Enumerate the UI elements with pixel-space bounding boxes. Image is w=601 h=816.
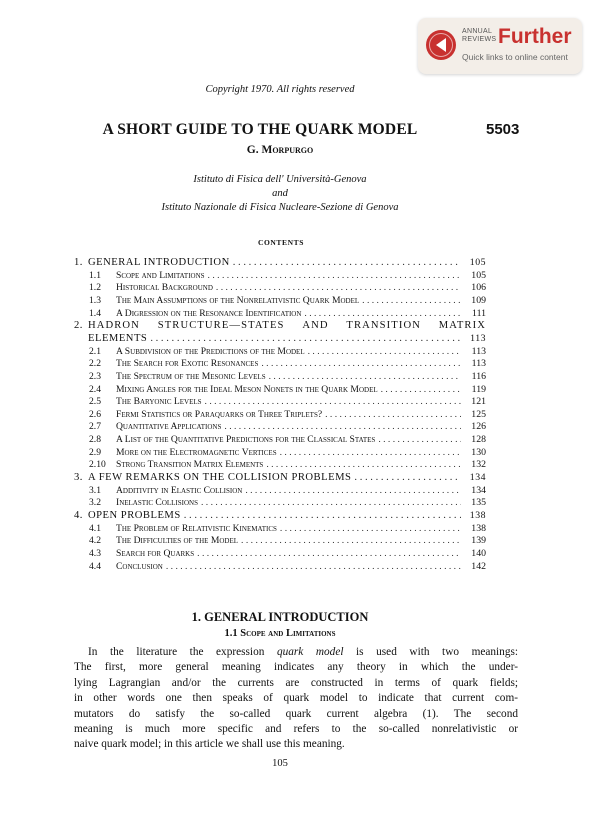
toc-entry <box>89 345 486 358</box>
toc-entry-title: OPEN PROBLEMS <box>88 510 181 521</box>
section-heading: 1. GENERAL INTRODUCTION <box>191 610 369 624</box>
toc-entry-number: 4.2 <box>89 535 101 547</box>
toc-entry <box>74 256 486 269</box>
toc-entry-page: 128 <box>471 434 486 446</box>
body-line: mutators do satisfy the so-called quark current algebra (1). The second <box>74 707 518 720</box>
toc-entry-page: 139 <box>471 535 486 547</box>
toc-entry-title: The Baryonic Levels <box>116 396 202 408</box>
annual-reviews-logo-icon <box>426 30 456 60</box>
toc-entry-page: 113 <box>471 345 486 357</box>
toc-leader-dots <box>241 534 461 547</box>
toc-entry-number: 4.3 <box>89 547 101 559</box>
toc-entry <box>89 370 486 383</box>
toc-entry <box>89 281 486 294</box>
toc-entry <box>89 560 486 573</box>
toc-entry-title: Additivity in Elastic Collision <box>116 484 243 496</box>
subsection-heading: 1.1 Scope and Limitations <box>224 628 336 639</box>
toc-leader-dots <box>201 496 461 509</box>
toc-entry-page: 106 <box>471 282 486 294</box>
toc-leader-dots <box>245 484 461 497</box>
toc-entry <box>88 332 486 345</box>
body-paragraph <box>74 645 518 753</box>
body-line: meaning is much more specific and refers to the so-called nonrelativistic or <box>74 723 518 736</box>
toc-leader-dots <box>184 509 461 522</box>
toc-leader-dots <box>266 458 461 471</box>
toc-entry-page: 132 <box>471 459 486 471</box>
toc-entry-page: 138 <box>469 510 486 521</box>
affiliation-1: Istituto di Fisica dell' Università-Genova <box>193 174 367 185</box>
toc-entry-number: 1.2 <box>89 282 101 294</box>
body-line: lying Lagrangian and/or the currents are constructed in terms of quark fields; <box>74 676 518 689</box>
toc-entry-number: 2.6 <box>89 408 101 420</box>
toc-entry <box>89 420 486 433</box>
toc-leader-dots <box>197 547 461 560</box>
toc-entry-number: 2.7 <box>89 421 101 433</box>
toc-entry-page: 119 <box>471 383 486 395</box>
toc-entry-title: The Search for Exotic Resonances <box>116 358 259 370</box>
article-title: A SHORT GUIDE TO THE QUARK MODEL <box>102 121 418 138</box>
toc-entry <box>89 294 486 307</box>
toc-entry <box>89 408 486 421</box>
toc-entry-page: 134 <box>469 472 486 484</box>
toc-entry-page: 105 <box>471 269 486 281</box>
toc-leader-dots <box>308 345 461 358</box>
badge-further-label: Further <box>498 25 572 48</box>
toc-leader-dots <box>216 281 461 294</box>
toc-entry-number: 3.1 <box>89 484 101 496</box>
toc-leader-dots <box>269 370 461 383</box>
toc-entry-title: A List of the Quantitative Predictions for the Classical States <box>116 434 376 446</box>
toc-entry-number: 4.1 <box>89 522 101 534</box>
affiliation-2: Istituto Nazionale di Fisica Nucleare-Sezione di Genova <box>161 202 399 213</box>
toc-leader-dots <box>208 269 461 282</box>
toc-leader-dots <box>325 408 461 421</box>
toc-entry-page: 113 <box>470 332 486 344</box>
toc-leader-dots <box>224 420 461 433</box>
toc-entry-title: Scope and Limitations <box>116 269 205 281</box>
page-number: 105 <box>272 758 288 769</box>
toc-leader-dots <box>166 560 461 573</box>
toc-entry-title: HADRON STRUCTURE—STATES AND TRANSITION MATRIX <box>88 320 486 332</box>
toc-entry <box>74 509 486 522</box>
body-line: in other words one then speaks of quark model to indicate that current com- <box>74 692 518 705</box>
toc-entry-title: The Main Assumptions of the Nonrelativistic Quark Model <box>116 294 360 306</box>
toc-entry <box>89 395 486 408</box>
toc-leader-dots <box>378 433 461 446</box>
toc-entry-title: The Difficulties of the Model <box>116 535 239 547</box>
toc-entry-number: 2.5 <box>89 396 101 408</box>
toc-entry-number: 2.1 <box>89 345 101 357</box>
toc-entry-number: 4.4 <box>89 560 101 572</box>
toc-entry <box>89 357 486 370</box>
toc-entry-number: 1.4 <box>89 307 101 319</box>
copyright-notice: Copyright 1970. All rights reserved <box>205 84 355 95</box>
toc-entry-page: 116 <box>471 370 486 382</box>
toc-entry-title: Conclusion <box>116 560 163 572</box>
toc-entry-number: 2.4 <box>89 383 101 395</box>
toc-leader-dots <box>354 471 461 484</box>
toc-entry-page: 130 <box>471 446 486 458</box>
toc-entry-title: GENERAL INTRODUCTION <box>88 257 230 268</box>
toc-entry <box>89 458 486 471</box>
toc-leader-dots <box>304 307 461 320</box>
toc-entry-title: Mixing Angles for the Ideal Meson Nonets in the Quark Model <box>116 383 378 395</box>
toc-entry-title: Historical Background <box>116 282 213 294</box>
toc-entry-number: 1. <box>74 257 83 268</box>
contents-heading: CONTENTS <box>257 238 305 247</box>
toc-entry <box>74 471 486 484</box>
toc-entry-title: Strong Transition Matrix Elements <box>116 459 264 471</box>
toc-entry-number: 2.9 <box>89 446 101 458</box>
toc-entry-title: The Problem of Relativistic Kinematics <box>116 522 277 534</box>
toc-entry <box>89 269 486 282</box>
toc-entry <box>89 496 486 509</box>
toc-entry <box>74 319 486 332</box>
toc-leader-dots <box>233 256 461 269</box>
toc-entry-title: Search for Quarks <box>116 547 195 559</box>
badge-subtitle: Quick links to online content <box>462 52 568 62</box>
toc-entry <box>89 547 486 560</box>
toc-entry-title: More on the Electromagnetic Vertices <box>116 446 277 458</box>
further-badge[interactable] <box>418 18 582 74</box>
toc-leader-dots <box>362 294 461 307</box>
toc-leader-dots <box>205 395 461 408</box>
toc-entry-number: 2. <box>74 320 83 332</box>
toc-entry-page: 142 <box>471 560 486 572</box>
toc-entry-title: A Subdivision of the Predictions of the Model <box>116 345 305 357</box>
toc-entry <box>89 446 486 459</box>
toc-leader-dots <box>150 332 461 345</box>
toc-entry-page: 109 <box>471 294 486 306</box>
toc-entry-title: The Spectrum of the Mesonic Levels <box>116 370 266 382</box>
body-line: In the literature the expression quark model is used with two meanings: <box>88 646 519 658</box>
toc-entry-title: Quantitative Applications <box>116 421 222 433</box>
toc-entry-page: 140 <box>471 547 486 559</box>
toc-leader-dots <box>280 446 461 459</box>
toc-entry-number: 2.10 <box>89 459 106 471</box>
toc-entry-title: Inelastic Collisions <box>116 497 198 509</box>
toc-entry-title: ELEMENTS <box>88 332 148 344</box>
toc-entry <box>89 534 486 547</box>
toc-entry-title: A FEW REMARKS ON THE COLLISION PROBLEMS <box>88 472 352 484</box>
toc-leader-dots <box>280 522 461 535</box>
toc-entry <box>89 522 486 535</box>
toc-entry-number: 1.3 <box>89 294 101 306</box>
toc-entry <box>89 433 486 446</box>
toc-entry-page: 134 <box>471 484 486 496</box>
toc-entry-page: 126 <box>471 421 486 433</box>
toc-entry-number: 1.1 <box>89 269 101 281</box>
toc-entry-page: 135 <box>471 497 486 509</box>
body-line: naive quark model; in this article we shall use this meaning. <box>74 738 345 751</box>
toc-entry-number: 2.3 <box>89 370 101 382</box>
toc-entry-page: 111 <box>472 307 486 319</box>
affiliation-and: and <box>272 188 288 199</box>
toc-entry-page: 121 <box>471 396 486 408</box>
badge-publisher-label: ANNUAL REVIEWS <box>462 28 497 43</box>
toc-entry <box>89 383 486 396</box>
toc-entry-number: 4. <box>74 510 83 521</box>
toc-entry-page: 113 <box>471 358 486 370</box>
article-number: 5503 <box>486 121 520 138</box>
toc-leader-dots <box>381 383 461 396</box>
toc-leader-dots <box>261 357 461 370</box>
toc-entry-number: 3. <box>74 472 83 484</box>
toc-entry <box>89 307 486 320</box>
toc-entry-number: 3.2 <box>89 497 101 509</box>
toc-entry-title: A Digression on the Resonance Identification <box>116 307 302 319</box>
toc-entry-page: 125 <box>471 408 486 420</box>
toc-entry-number: 2.2 <box>89 358 101 370</box>
toc-entry-title: Fermi Statistics or Paraquarks or Three Triplets? <box>116 408 323 420</box>
toc-entry-page: 138 <box>471 522 486 534</box>
toc-entry <box>89 484 486 497</box>
author-name: G. Morpurgo <box>246 144 314 156</box>
toc-entry-number: 2.8 <box>89 434 101 446</box>
body-line: The first, more general meaning indicates any theory in which the under- <box>74 661 518 674</box>
toc-entry-page: 105 <box>469 257 486 268</box>
